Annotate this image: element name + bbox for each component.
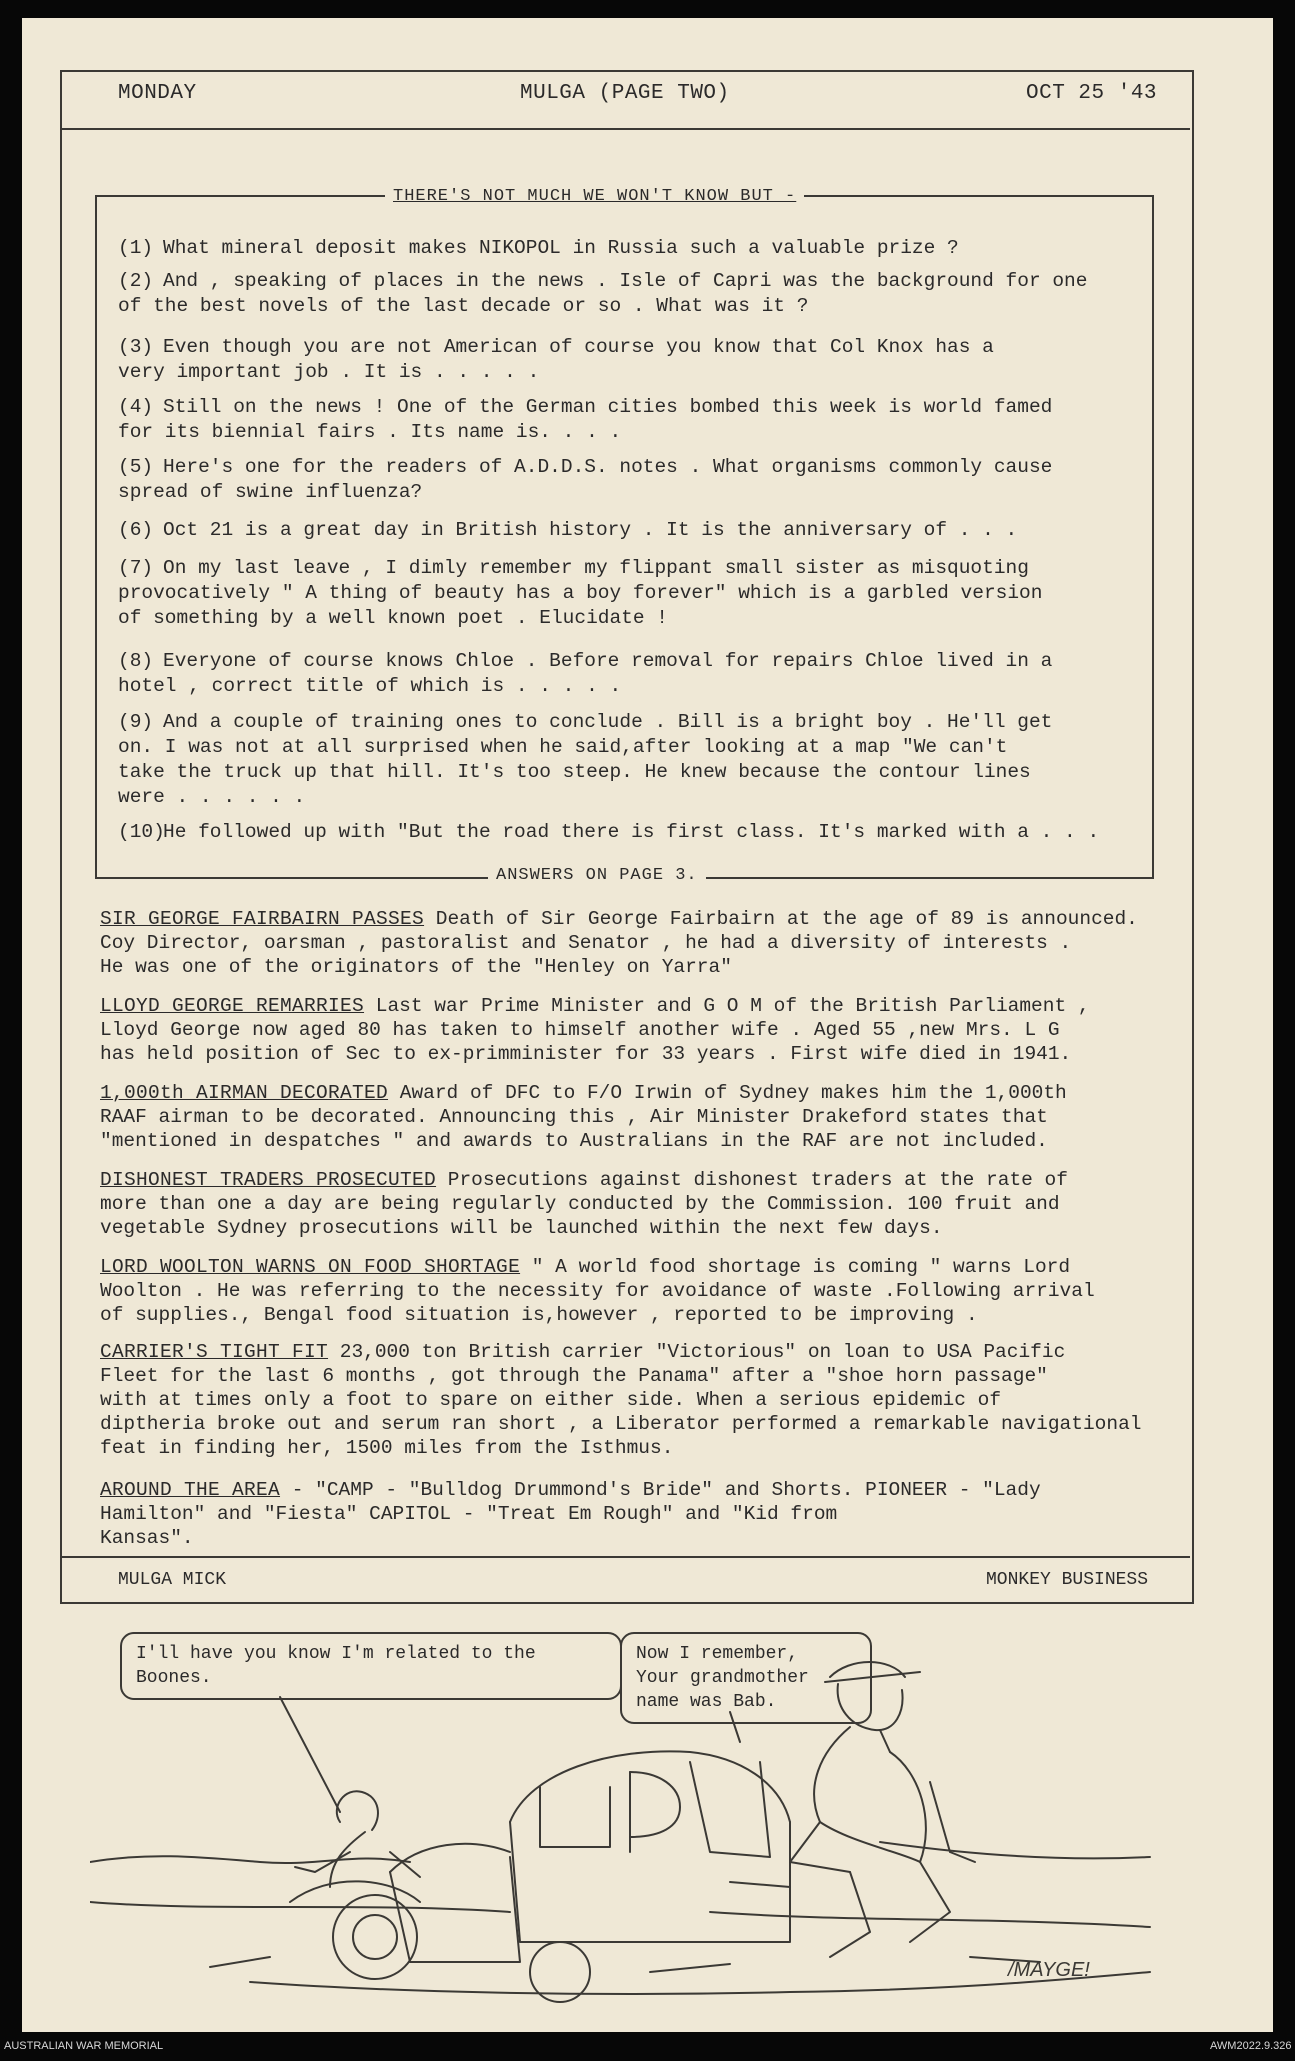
news-item: AROUND THE AREA - "CAMP - "Bulldog Drummond's Bride" and Shorts. PIONEER - "Lady Hamilton" and "Fiesta" CAPITOL - "Treat Em Rough" and "Kid from Kansas". [100,1479,1041,1549]
speech-bubble-right: Now I remember, Your grandmother name was Bab. [620,1632,872,1724]
credit-right: AWM2022.9.326 [1210,2040,1292,2052]
news-item: LORD WOOLTON WARNS ON FOOD SHORTAGE " A world food shortage is coming " warns Lord Woolton . He was referring to the necessity for avoidance of waste .Following arrival of supplies., Bengal food situation is,however , reported to be improving . [100,1256,1095,1326]
footer-right-label: MONKEY BUSINESS [986,1570,1149,1590]
header-rule [60,128,1190,130]
news-item: LLOYD GEORGE REMARRIES Last war Prime Minister and G O M of the British Parliament , Lloyd George now aged 80 has taken to himself another wife . Aged 55 ,new Mrs. L G has held position of Sec to ex-primminister for 33 years . First wife died in 1941. [100,995,1090,1065]
header-day: MONDAY [118,82,197,105]
quiz-question: (3) Even though you are not American of course you know that Col Knox has a very important job . It is . . . . . [118,336,994,383]
cartoon-drawing [90,1612,1200,2007]
quiz-question: (7) On my last leave , I dimly remember my flippant small sister as misquoting provocatively " A thing of beauty has a boy forever" which is a garbled version of something by a well known poet . Elucidate ! [118,557,1043,629]
news-item: DISHONEST TRADERS PROSECUTED Prosecutions against dishonest traders at the rate of more than one a day are being regularly conducted by the Commission. 100 fruit and vegetable Sydney prosecutions will be launched within the next few days. [100,1169,1068,1239]
quiz-title: THERE'S NOT MUCH WE WON'T KNOW BUT - [385,187,804,206]
artist-signature: /MAYGE! [1008,1959,1090,1981]
news-item: SIR GEORGE FAIRBAIRN PASSES Death of Sir George Fairbairn at the age of 89 is announced. Coy Director, oarsman , pastoralist and Senator , he had a diversity of interests . He was one of the originators of the "Henley on Yarra" [100,908,1138,978]
speech-bubble-left: I'll have you know I'm related to the Boones. [120,1632,622,1700]
quiz-question: (8) Everyone of course knows Chloe . Before removal for repairs Chloe lived in a hotel , correct title of which is . . . . . [118,650,1053,697]
header-date: OCT 25 '43 [1026,82,1158,105]
quiz-question: (10)He followed up with "But the road there is first class. It's marked with a . . . [118,821,1100,843]
quiz-question: (5) Here's one for the readers of A.D.D.S. notes . What organisms commonly cause spread of swine influenza? [118,456,1053,503]
quiz-question: (6) Oct 21 is a great day in British history . It is the anniversary of . . . [118,519,1018,541]
header-title: MULGA (PAGE TWO) [520,82,730,105]
quiz-question: (9) And a couple of training ones to conclude . Bill is a bright boy . He'll get on. I was not at all surprised when he said,after looking at a map "We can't take the truck up that hill. It's too steep. He knew because the contour lines were . . . . . . [118,711,1053,808]
footer-left-label: MULGA MICK [118,1570,227,1590]
credit-left: AUSTRALIAN WAR MEMORIAL [4,2040,164,2052]
quiz-question: (4) Still on the news ! One of the German cities bombed this week is world famed for its biennial fairs . Its name is. . . . [118,396,1053,443]
quiz-question: (2) And , speaking of places in the news . Isle of Capri was the background for one of the best novels of the last decade or so . What was it ? [118,270,1088,317]
footer-rule [60,1556,1190,1558]
news-item: CARRIER'S TIGHT FIT 23,000 ton British carrier "Victorious" on loan to USA Pacific Fleet for the last 6 months , got through the Panama" after a "shoe horn passage" with at times only a foot to spare on either side. When a serious epidemic of diptheria broke out and serum ran short , a Liberator performed a remarkable navigational feat in finding her, 1500 miles from the Isthmus. [100,1341,1142,1459]
quiz-question: (1) What mineral deposit makes NIKOPOL in Russia such a valuable prize ? [118,237,959,259]
answers-note: ANSWERS ON PAGE 3. [488,866,706,885]
cartoon-panel [90,1612,1200,2007]
news-item: 1,000th AIRMAN DECORATED Award of DFC to F/O Irwin of Sydney makes him the 1,000th RAAF airman to be decorated. Announcing this , Air Minister Drakeford states that "mentioned in despatches " and awards to Australians in the RAF are not included. [100,1082,1067,1152]
